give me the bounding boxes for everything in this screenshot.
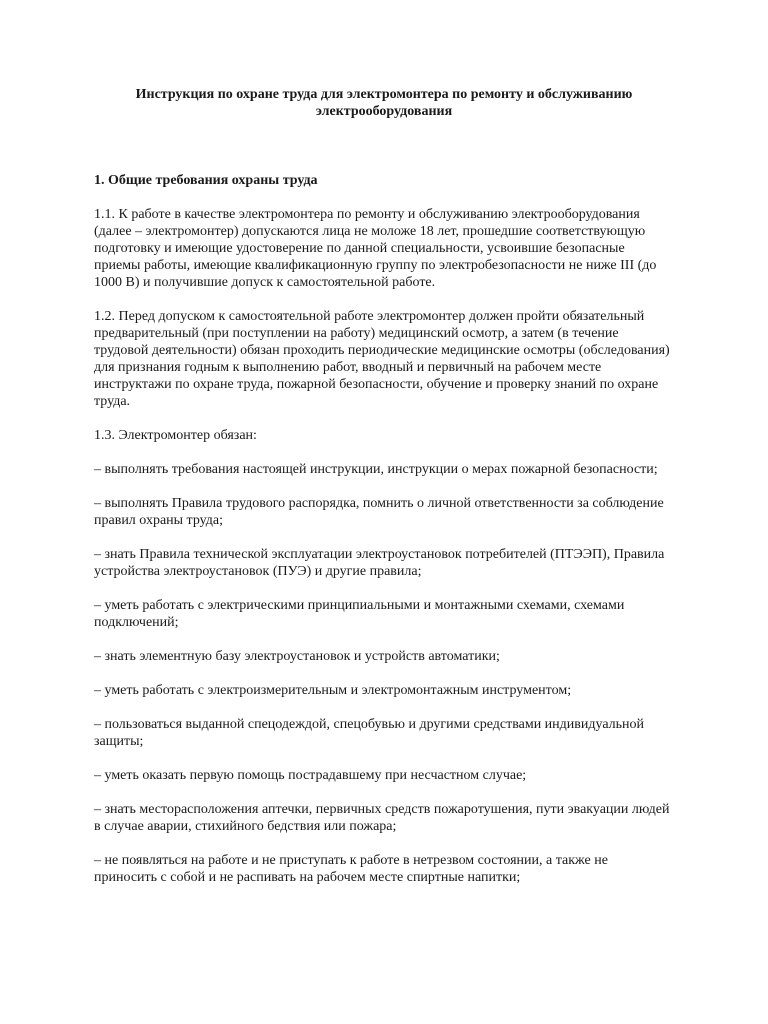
list-item: – уметь оказать первую помощь пострадавшему при несчастном случае;	[94, 768, 527, 783]
list-item: – пользоваться выданной спецодеждой, спецобувью и другими средствами индивидуальной защиты;	[94, 717, 645, 749]
document-body	[94, 206, 674, 903]
list-item: – знать месторасположения аптечки, первичных средств пожаротушения, пути эвакуации людей в случае аварии, стихийного бедствия или пожара;	[94, 802, 670, 834]
paragraph-1-2: 1.2. Перед допуском к самостоятельной работе электромонтер должен пройти обязательный предварительный (при поступлении на работу) медицинский осмотр, а затем (в течение трудовой деятельности) обязан проходить периодические медицинские осмотры (обследования) для признания годным к выполнению работ, вводный и первичный на рабочем месте инструктажи по охране труда, пожарной безопасности, обучение и проверку знаний по охране труда.	[94, 309, 670, 409]
paragraph-1-1: 1.1. К работе в качестве электромонтера по ремонту и обслуживанию электрооборудования (далее – электромонтер) допускаются лица не моложе 18 лет, прошедшие соответствующую подготовку и имеющие удостоверение по данной специальности, усвоившие безопасные приемы работы, имеющие квалификационную группу по электробезопасности не ниже III (до 1000 В) и получившие допуск к самостоятельной работе.	[94, 207, 657, 290]
section-heading: 1. Общие требования охраны труда	[94, 173, 318, 188]
list-item: – знать Правила технической эксплуатации электроустановок потребителей (ПТЭЭП), Правила устройства электроустановок (ПУЭ) и другие правила;	[94, 547, 665, 579]
paragraph-1-3: 1.3. Электромонтер обязан:	[94, 428, 257, 443]
list-item: – выполнять требования настоящей инструкции, инструкции о мерах пожарной безопасности;	[94, 462, 658, 477]
list-item: – уметь работать с электроизмерительным и электромонтажным инструментом;	[94, 683, 572, 698]
list-item: – уметь работать с электрическими принципиальными и монтажными схемами, схемами подключений;	[94, 598, 625, 630]
list-item: – не появляться на работе и не приступать к работе в нетрезвом состоянии, а также не приносить с собой и не распивать на рабочем месте спиртные напитки;	[94, 853, 608, 885]
document-title: Инструкция по охране труда для электромонтера по ремонту и обслуживанию электрооборудования	[135, 87, 633, 119]
list-item: – знать элементную базу электроустановок и устройств автоматики;	[94, 649, 500, 664]
list-item: – выполнять Правила трудового распорядка, помнить о личной ответственности за соблюдение правил охраны труда;	[94, 496, 664, 528]
